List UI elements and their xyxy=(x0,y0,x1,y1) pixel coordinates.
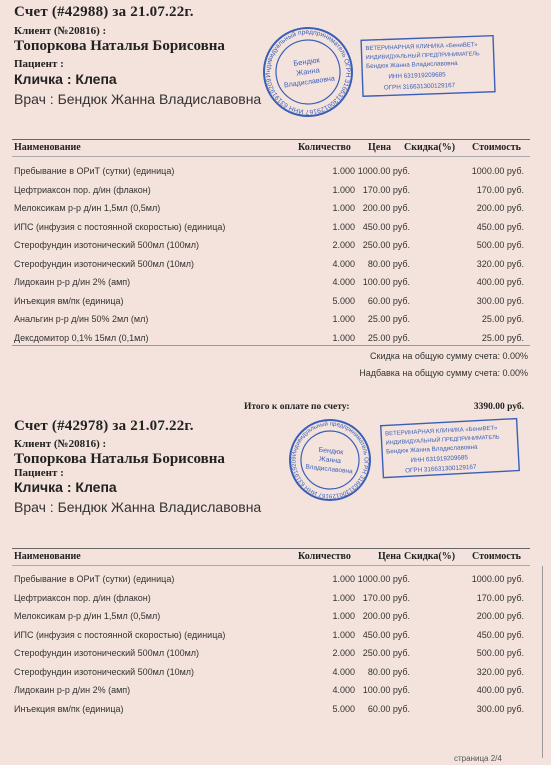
stamp-rect-line-2: ИНДИВИДУАЛЬНЫЙ ПРЕДПРИНИМАТЕЛЬ xyxy=(385,434,500,447)
scan-edge-line xyxy=(542,566,543,758)
table-row xyxy=(12,199,530,218)
table-row xyxy=(12,681,530,700)
header-discount: Скидка(%) xyxy=(404,551,456,562)
doctor-name: Врач : Бендюк Жанна Владиславовна xyxy=(14,499,262,515)
item-qty: 1.000 xyxy=(332,629,355,640)
item-name: Мелоксикам р-р д/ин 1,5мл (0,5мл) xyxy=(14,203,161,213)
item-qty: 5.000 xyxy=(332,295,355,306)
doctor-name: Врач : Бендюк Жанна Владиславовна xyxy=(14,91,262,107)
item-cost: 170.00 руб. xyxy=(476,592,524,603)
item-qty: 1.000 xyxy=(332,203,355,213)
item-qty: 1.000 xyxy=(332,184,355,195)
pet-name: Кличка : Клепа xyxy=(14,71,117,87)
item-qty: 2.000 xyxy=(332,240,355,250)
stamp-round-text-path: Индивидуальный предприниматель ОГРН 316631300129167 ИНН 631919209685 xyxy=(264,28,352,116)
header-name: Наименование xyxy=(14,551,81,562)
table-row xyxy=(12,218,530,237)
item-name: Стерофундин изотонический 500мл (10мл) xyxy=(14,258,195,269)
item-price: 25.00 руб. xyxy=(367,332,410,343)
item-name: ИПС (инфузия с постоянной скоростью) (единица) xyxy=(14,221,226,232)
item-cost: 450.00 руб. xyxy=(476,221,524,232)
table-row xyxy=(12,663,530,682)
stamp-rect-line-3: Бендюк Жанна Владиславовна xyxy=(365,59,458,71)
patient-label: Пациент : xyxy=(14,58,64,70)
header-cost: Стоимость xyxy=(472,551,521,562)
table-row xyxy=(12,236,530,255)
header-qty: Количество xyxy=(298,142,351,153)
item-qty: 4.000 xyxy=(332,277,355,287)
item-name: Лидокаин р-р д/ин 2% (амп) xyxy=(14,277,131,287)
item-price: 200.00 руб. xyxy=(362,611,410,621)
discount-line: Скидка на общую сумму счета: 0.00% xyxy=(370,351,528,361)
clinic-stamp-first xyxy=(258,20,498,124)
item-cost: 500.00 руб. xyxy=(476,240,524,250)
item-price: 100.00 руб. xyxy=(362,277,410,287)
stamp-center-line-1: Бендюк xyxy=(318,446,344,457)
item-cost: 300.00 руб. xyxy=(476,295,524,306)
item-name: Пребывание в ОРиТ (сутки) (единица) xyxy=(14,574,175,584)
item-price: 1000.00 руб. xyxy=(357,574,410,584)
item-qty: 4.000 xyxy=(332,258,355,269)
item-price: 170.00 руб. xyxy=(362,184,410,195)
item-price: 60.00 руб. xyxy=(367,295,410,306)
table-row xyxy=(12,589,530,608)
item-cost: 450.00 руб. xyxy=(476,629,524,640)
item-cost: 320.00 руб. xyxy=(476,258,524,269)
item-cost: 200.00 руб. xyxy=(476,203,524,213)
item-price: 1000.00 руб. xyxy=(357,166,410,176)
item-price: 200.00 руб. xyxy=(362,203,410,213)
stamp-rect-line-5: ОГРН 316631300129167 xyxy=(404,463,477,475)
header-qty: Количество xyxy=(298,551,351,562)
item-cost: 300.00 руб. xyxy=(476,703,524,714)
item-price: 100.00 руб. xyxy=(362,685,410,695)
item-price: 60.00 руб. xyxy=(367,703,410,714)
header-price: Цена xyxy=(378,551,401,562)
patient-label: Пациент : xyxy=(14,467,64,479)
item-price: 250.00 руб. xyxy=(362,240,410,250)
table-bottom-rule xyxy=(12,345,530,346)
item-cost: 320.00 руб. xyxy=(476,666,524,677)
invoice-title: Счет (#42988) за 21.07.22г. xyxy=(14,4,194,20)
item-cost: 1000.00 руб. xyxy=(471,166,524,176)
item-qty: 4.000 xyxy=(332,666,355,677)
item-name: ИПС (инфузия с постоянной скоростью) (единица) xyxy=(14,629,226,640)
item-cost: 500.00 руб. xyxy=(476,648,524,658)
item-price: 450.00 руб. xyxy=(362,221,410,232)
items-table xyxy=(12,570,530,718)
stamp-rect-line-5: ОГРН 316631300129167 xyxy=(383,82,456,92)
table-header xyxy=(12,548,530,566)
table-row xyxy=(12,700,530,719)
table-row xyxy=(12,255,530,274)
item-qty: 4.000 xyxy=(332,685,355,695)
table-row xyxy=(12,273,530,292)
header-price: Цена xyxy=(368,142,391,153)
item-price: 450.00 руб. xyxy=(362,629,410,640)
item-cost: 170.00 руб. xyxy=(476,184,524,195)
item-name: Стерофундин изотонический 500мл (100мл) xyxy=(14,240,200,250)
item-qty: 1.000 xyxy=(332,592,355,603)
stamp-rect-line-3: Бендюк Жанна Владиславовна xyxy=(385,443,478,456)
item-cost: 25.00 руб. xyxy=(481,332,524,343)
item-price: 250.00 руб. xyxy=(362,648,410,658)
stamp-rect-line-2: ИНДИВИДУАЛЬНЫЙ ПРЕДПРИНИМАТЕЛЬ xyxy=(365,51,480,62)
item-qty: 2.000 xyxy=(332,648,355,658)
total-value: 3390.00 руб. xyxy=(473,402,524,412)
item-name: Цефтриаксон пор. д/ин (флакон) xyxy=(14,592,151,603)
stamp-round-text-path: Индивидуальный предприниматель ОГРН 316631300129167 ИНН 631919209685 xyxy=(291,421,369,499)
item-qty: 5.000 xyxy=(332,703,355,714)
client-label: Клиент (№20816) : xyxy=(14,438,107,450)
pet-name: Кличка : Клепа xyxy=(14,479,117,495)
table-row xyxy=(12,310,530,329)
page-number: страница 2/4 xyxy=(454,754,502,763)
item-qty: 1.000 xyxy=(332,611,355,621)
header-discount: Скидка(%) xyxy=(404,142,456,153)
item-price: 25.00 руб. xyxy=(367,314,410,324)
item-cost: 400.00 руб. xyxy=(476,277,524,287)
item-name: Инъекция вм/пк (единица) xyxy=(14,703,124,714)
item-name: Стерофундин изотонический 500мл (100мл) xyxy=(14,648,200,658)
client-name: Топоркова Наталья Борисовна xyxy=(14,451,225,467)
clinic-stamp-second xyxy=(286,412,526,508)
table-row xyxy=(12,181,530,200)
client-label: Клиент (№20816) : xyxy=(14,25,107,37)
item-qty: 1.000 xyxy=(332,314,355,324)
stamp-rect-line-4: ИНН 631919209685 xyxy=(410,454,469,465)
stamp-center-line-3: Владиславовна xyxy=(305,463,353,476)
items-table xyxy=(12,162,530,347)
stamp-rect-line-1: ВЕТЕРИНАРНАЯ КЛИНИКА «БениВЕТ» xyxy=(385,425,498,438)
item-qty: 1.000 xyxy=(332,574,355,584)
item-name: Инъекция вм/пк (единица) xyxy=(14,295,124,306)
item-cost: 25.00 руб. xyxy=(481,314,524,324)
item-name: Дексдомитор 0,1% 15мл (0,1мл) xyxy=(14,332,149,343)
stamp-center-line-2: Жанна xyxy=(295,65,321,78)
header-cost: Стоимость xyxy=(472,142,521,153)
header-name: Наименование xyxy=(14,142,81,153)
item-qty: 1.000 xyxy=(332,332,355,343)
item-price: 80.00 руб. xyxy=(367,258,410,269)
table-row xyxy=(12,292,530,311)
item-cost: 1000.00 руб. xyxy=(471,574,524,584)
item-qty: 1.000 xyxy=(332,221,355,232)
item-price: 80.00 руб. xyxy=(367,666,410,677)
stamp-rect-line-4: ИНН 631919209685 xyxy=(388,71,446,81)
item-name: Стерофундин изотонический 500мл (10мл) xyxy=(14,666,195,677)
item-name: Мелоксикам р-р д/ин 1,5мл (0,5мл) xyxy=(14,611,161,621)
item-name: Анальгин р-р д/ин 50% 2мл (мл) xyxy=(14,314,149,324)
item-name: Лидокаин р-р д/ин 2% (амп) xyxy=(14,685,131,695)
item-cost: 400.00 руб. xyxy=(476,685,524,695)
stamp-center-line-2: Жанна xyxy=(318,455,342,466)
stamp-rect-line-1: ВЕТЕРИНАРНАЯ КЛИНИКА «БениВЕТ» xyxy=(365,42,478,53)
stamp-center-line-1: Бендюк xyxy=(292,55,321,68)
total-label: Итого к оплате по счету: xyxy=(244,402,350,412)
item-name: Цефтриаксон пор. д/ин (флакон) xyxy=(14,184,151,195)
table-row xyxy=(12,570,530,589)
table-header xyxy=(12,139,530,157)
item-qty: 1.000 xyxy=(332,166,355,176)
stamp-center-line-3: Владиславовна xyxy=(283,75,336,90)
table-row xyxy=(12,644,530,663)
markup-line: Надбавка на общую сумму счета: 0.00% xyxy=(359,368,528,378)
item-price: 170.00 руб. xyxy=(362,592,410,603)
invoice-title: Счет (#42978) за 21.07.22г. xyxy=(14,418,194,434)
table-row xyxy=(12,607,530,626)
table-row xyxy=(12,626,530,645)
item-name: Пребывание в ОРиТ (сутки) (единица) xyxy=(14,166,175,176)
item-cost: 200.00 руб. xyxy=(476,611,524,621)
table-row xyxy=(12,162,530,181)
client-name: Топоркова Наталья Борисовна xyxy=(14,38,225,54)
